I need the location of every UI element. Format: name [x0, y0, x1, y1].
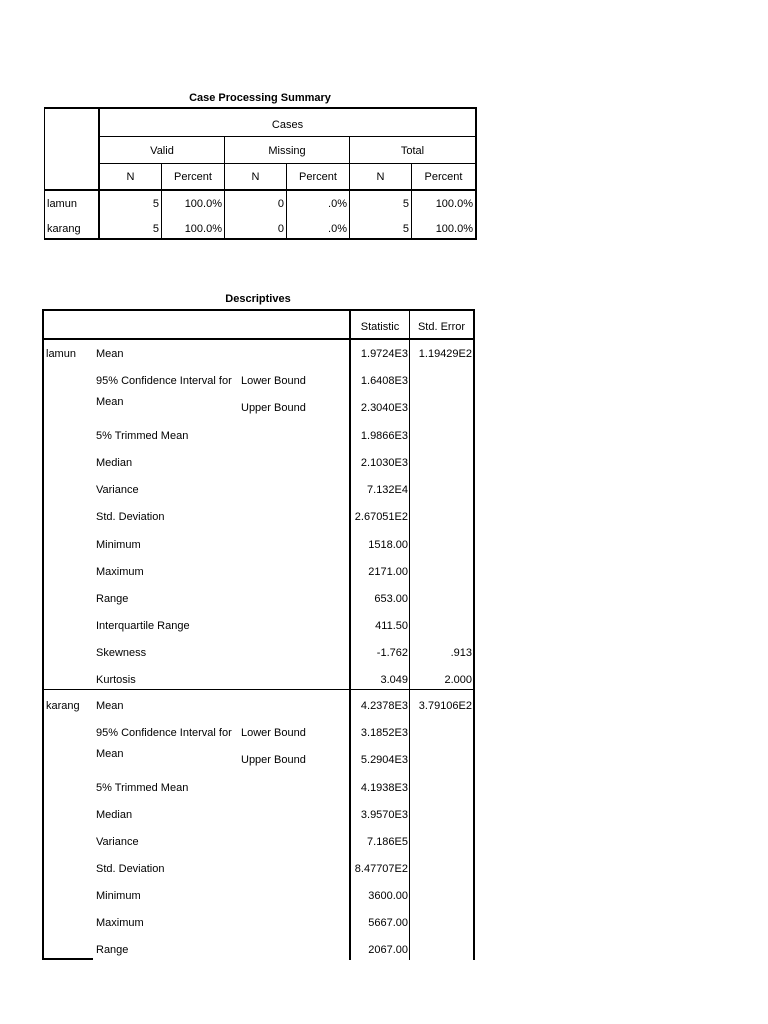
statistic-value: 3600.00 — [368, 890, 408, 902]
row-label: 5% Trimmed Mean — [96, 782, 189, 794]
table-cell: 100.0% — [184, 223, 222, 235]
row-label: Kurtosis — [96, 674, 136, 686]
table-cell: 0 — [277, 223, 284, 235]
group-label-lamun: lamun — [46, 348, 76, 360]
table-cell: 100.0% — [184, 198, 222, 210]
statistic-value: 2067.00 — [368, 944, 408, 956]
table-cell: .0% — [328, 223, 347, 235]
ci-label: 95% Confidence Interval for — [96, 727, 232, 739]
table-cell: 0 — [277, 198, 284, 210]
table-cell: .0% — [328, 198, 347, 210]
table-cell: 5 — [402, 223, 409, 235]
subheader-percent: Percent — [174, 171, 212, 183]
statistic-value: 4.1938E3 — [360, 782, 408, 794]
statistic-value: 4.2378E3 — [360, 700, 408, 712]
statistic-value: 653.00 — [374, 593, 408, 605]
header-statistic: Statistic — [360, 321, 400, 333]
row-label: Interquartile Range — [96, 620, 190, 632]
statistic-value: 3.049 — [380, 674, 408, 686]
group-valid: Valid — [150, 145, 174, 157]
row-label-mean: Mean — [96, 348, 124, 360]
table-cell: 5 — [152, 198, 159, 210]
statistic-value: 3.1852E3 — [360, 727, 408, 739]
case-summary-title: Case Processing Summary — [189, 92, 331, 104]
ci-label-mean: Mean — [96, 396, 124, 408]
std-error-value: 3.79106E2 — [418, 700, 472, 712]
row-label: Minimum — [96, 890, 141, 902]
subheader-n: N — [251, 171, 260, 183]
table-cell: 5 — [402, 198, 409, 210]
row-label: Maximum — [96, 917, 144, 929]
subheader-percent: Percent — [424, 171, 463, 183]
statistic-value: 1.9866E3 — [360, 430, 408, 442]
statistic-value: 7.132E4 — [367, 484, 408, 496]
group-label-karang: karang — [46, 700, 80, 712]
row-label: Minimum — [96, 539, 141, 551]
ci-label: 95% Confidence Interval for — [96, 375, 232, 387]
statistic-value: 2.1030E3 — [360, 457, 408, 469]
row-label: Variance — [96, 484, 139, 496]
table-cell: 100.0% — [435, 223, 473, 235]
row-label: Median — [96, 457, 133, 469]
group-total: Total — [400, 145, 425, 157]
table-cell: 100.0% — [435, 198, 473, 210]
row-label: Median — [96, 809, 133, 821]
std-error-value: 2.000 — [444, 674, 472, 686]
statistic-value: 1.9724E3 — [360, 348, 408, 360]
row-label: Range — [96, 593, 129, 605]
statistic-value: 1.6408E3 — [360, 375, 408, 387]
group-missing: Missing — [268, 145, 306, 157]
statistic-value: 2171.00 — [368, 566, 408, 578]
row-label: Range — [96, 944, 129, 956]
row-label-karang: karang — [47, 223, 81, 235]
lower-bound-label: Lower Bound — [241, 727, 306, 739]
statistic-value: 3.9570E3 — [360, 809, 408, 821]
subheader-n: N — [126, 171, 135, 183]
statistic-value: 411.50 — [375, 620, 408, 632]
table-cell: 5 — [152, 223, 159, 235]
statistic-value: -1.762 — [376, 647, 408, 659]
statistic-value: 8.47707E2 — [354, 863, 408, 875]
cases-header: Cases — [271, 119, 304, 131]
statistic-value: 2.3040E3 — [360, 402, 408, 414]
row-label: Std. Deviation — [96, 511, 165, 523]
row-label: 5% Trimmed Mean — [96, 430, 189, 442]
subheader-percent: Percent — [299, 171, 337, 183]
descriptives-title: Descriptives — [225, 293, 291, 305]
header-std-error: Std. Error — [417, 321, 466, 333]
std-error-value: 1.19429E2 — [418, 348, 472, 360]
statistic-value: 7.186E5 — [367, 836, 408, 848]
subheader-n: N — [376, 171, 385, 183]
statistic-value: 1518.00 — [368, 539, 408, 551]
upper-bound-label: Upper Bound — [241, 754, 306, 766]
ci-label-mean: Mean — [96, 748, 124, 760]
row-label: Variance — [96, 836, 139, 848]
lower-bound-label: Lower Bound — [241, 375, 306, 387]
row-label-lamun: lamun — [47, 198, 77, 210]
statistic-value: 5.2904E3 — [360, 754, 408, 766]
row-label: Skewness — [96, 647, 147, 659]
std-error-value: .913 — [450, 647, 472, 659]
row-label: Maximum — [96, 566, 144, 578]
upper-bound-label: Upper Bound — [241, 402, 306, 414]
row-label: Std. Deviation — [96, 863, 165, 875]
statistic-value: 5667.00 — [368, 917, 408, 929]
row-label-mean: Mean — [96, 700, 124, 712]
statistic-value: 2.67051E2 — [354, 511, 408, 523]
